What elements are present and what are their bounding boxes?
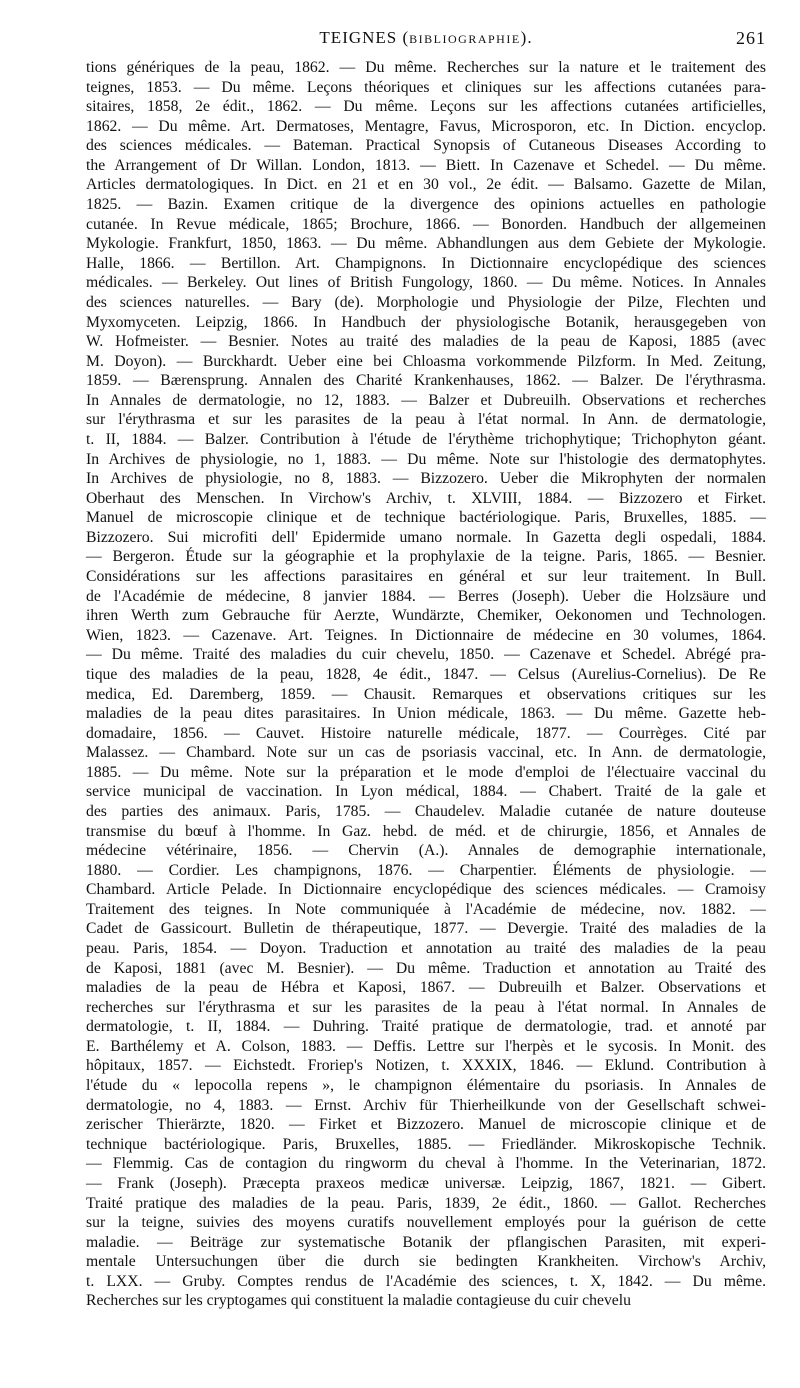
text-line: sitaires, 1858, 2e édit., 1862. — Du même. Leçons sur les affections cutanées artificielles,	[86, 98, 766, 116]
text-line: hôpitaux, 1857. — Eichstedt. Froriep's Notizen, t. XXXIX, 1846. — Eklund. Contribution à	[86, 1057, 766, 1075]
text-line: l'étude du « lepocolla repens », le champignon élémentaire du psoriasis. In Annales de	[86, 1077, 766, 1095]
text-line: Articles dermatologiques. In Dict. en 21 et en 30 vol., 2e édit. — Balsamo. Gazette de Milan,	[86, 176, 766, 194]
text-line: Recherches sur les cryptogames qui constituent la maladie contagieuse du cuir chevelu	[86, 1292, 631, 1310]
text-line: des sciences naturelles. — Bary (de). Morphologie und Physiologie der Pilze, Flechten und	[86, 293, 766, 311]
text-line: médecine vétérinaire, 1856. — Chervin (A.). Annales de demographie internationale,	[86, 842, 766, 860]
text-line: Manuel de microscopie clinique et de technique bactériologique. Paris, Bruxelles, 1885. —	[86, 509, 766, 527]
text-line: de l'Académie de médecine, 8 janvier 1884. — Berres (Joseph). Ueber die Holzsäure und	[86, 587, 766, 605]
text-line: Myxomyceten. Leipzig, 1866. In Handbuch der physiologische Botanik, herausgegeben von	[86, 313, 766, 331]
title-end: ).	[520, 28, 533, 47]
text-line: 1859. — Bærensprung. Annalen des Charité Krankenhauses, 1862. — Balzer. De l'érythrasma.	[86, 372, 766, 390]
text-line: In Annales de dermatologie, no 12, 1883. — Balzer et Dubreuilh. Observations et recherches	[86, 391, 766, 409]
title-small-caps: BIBLIOGRAPHIE	[409, 32, 521, 46]
text-line: Oberhaut des Menschen. In Virchow's Archiv, t. XLVIII, 1884. — Bizzozero et Firket.	[86, 489, 766, 507]
text-line: In Archives de physiologie, no 8, 1883. — Bizzozero. Ueber die Mikrophyten der normalen	[86, 470, 766, 488]
text-line: transmise du bœuf à l'homme. In Gaz. hebd. de méd. et de chirurgie, 1856, et Annales de	[86, 822, 766, 840]
text-line: mentale Untersuchungen über die durch sie bedingten Krankheiten. Virchow's Archiv,	[86, 1253, 766, 1271]
text-line: Bizzozero. Sui microfiti dell' Epidermide umano normale. In Gazetta degli ospedali, 1884.	[86, 528, 766, 546]
text-line: service municipal de vaccination. In Lyon médical, 1884. — Chabert. Traité de la gale et	[86, 783, 766, 801]
text-line: technique bactériologique. Paris, Bruxelles, 1885. — Friedländer. Mikroskopische Technik.	[86, 1135, 766, 1153]
text-line: des parties des animaux. Paris, 1785. — Chaudelev. Maladie cutanée de nature douteuse	[86, 802, 766, 820]
text-line: — Flemmig. Cas de contagion du ringworm du cheval à l'homme. In the Veterinarian, 1872.	[86, 1155, 766, 1173]
text-line: maladies de la peau dites parasitaires. In Union médicale, 1863. — Du même. Gazette heb-	[86, 705, 766, 723]
text-line: zerischer Thierärzte, 1820. — Firket et Bizzozero. Manuel de microscopie clinique et de	[86, 1116, 766, 1134]
text-line: Halle, 1866. — Bertillon. Art. Champignons. In Dictionnaire encyclopédique des sciences	[86, 254, 766, 272]
text-line: maladie. — Beiträge zur systematische Botanik der pflangischen Parasiten, mit experi-	[86, 1233, 766, 1251]
text-line: des sciences médicales. — Bateman. Practical Synopsis of Cutaneous Diseases According to	[86, 137, 766, 155]
text-line: ihren Werth zum Gebrauche für Aerzte, Wundärzte, Chemiker, Oekonomen und Technologen.	[86, 607, 766, 625]
text-line: Mykologie. Frankfurt, 1850, 1863. — Du même. Abhandlungen aus dem Gebiete der Mykologie.	[86, 235, 766, 253]
text-line: M. Doyon). — Burckhardt. Ueber eine bei Chloasma vorkommende Pilzform. In Med. Zeitung,	[86, 352, 766, 370]
text-line: Considérations sur les affections parasitaires en général et sur leur traitement. In Bull.	[86, 568, 766, 586]
text-line: E. Barthélemy et A. Colson, 1883. — Deffis. Lettre sur l'herpès et le sycosis. In Monit. des	[86, 1037, 766, 1055]
text-line: tique des maladies de la peau, 1828, 4e édit., 1847. — Celsus (Aurelius-Cornelius). De Re	[86, 665, 766, 683]
text-line: the Arrangement of Dr Willan. London, 1813. — Biett. In Cazenave et Schedel. — Du même.	[86, 156, 766, 174]
text-line: peau. Paris, 1854. — Doyon. Traduction et annotation au traité des maladies de la peau	[86, 940, 766, 958]
running-head	[86, 28, 766, 54]
text-line: maladies de la peau de Hébra et Kaposi, 1867. — Dubreuilh et Balzer. Observations et	[86, 979, 766, 997]
text-line: sur l'érythrasma et sur les parasites de la peau à l'état normal. In Ann. de dermatologie,	[86, 411, 766, 429]
text-line: 1880. — Cordier. Les champignons, 1876. — Charpentier. Éléments de physiologie. —	[86, 861, 766, 879]
text-line: sur la teigne, suivies des moyens curatifs nouvellement employés pour la guérison de cette	[86, 1214, 766, 1232]
text-line: — Du même. Traité des maladies du cuir chevelu, 1850. — Cazenave et Schedel. Abrégé pra-	[86, 646, 766, 664]
text-line: Cadet de Gassicourt. Bulletin de thérapeutique, 1877. — Devergie. Traité des maladies de la	[86, 920, 766, 938]
text-line: de Kaposi, 1881 (avec M. Besnier). — Du même. Traduction et annotation au Traité des	[86, 959, 766, 977]
text-line: Malassez. — Chambard. Note sur un cas de psoriasis vaccinal, etc. In Ann. de dermatologie,	[86, 744, 766, 762]
text-line: 1885. — Du même. Note sur la préparation et le mode d'emploi de l'électuaire vaccinal du	[86, 763, 766, 781]
text-line: recherches sur l'érythrasma et sur les parasites de la peau à l'état normal. In Annales de	[86, 998, 766, 1016]
text-line: In Archives de physiologie, no 1, 1883. — Du même. Note sur l'histologie des dermatophytes.	[86, 450, 766, 468]
bibliography-text	[86, 58, 766, 1311]
text-line: cutanée. In Revue médicale, 1865; Brochure, 1866. — Bonorden. Handbuch der allgemeinen	[86, 215, 766, 233]
text-line: W. Hofmeister. — Besnier. Notes au traité des maladies de la peau de Kaposi, 1885 (avec	[86, 333, 766, 351]
text-line: t. II, 1884. — Balzer. Contribution à l'étude de l'érythème trichophytique; Trichophyton géant.	[86, 430, 766, 448]
text-line: tions génériques de la peau, 1862. — Du même. Recherches sur la nature et le traitement des	[86, 59, 766, 76]
page-title	[86, 28, 766, 48]
text-line: dermatologie, no 4, 1883. — Ernst. Archiv für Thierheilkunde von der Gesellschaft schwei-	[86, 1096, 766, 1114]
text-line: 1862. — Du même. Art. Dermatoses, Mentagre, Favus, Microsporon, etc. In Diction. encyclop.	[86, 117, 766, 135]
text-line: Traité pratique des maladies de la peau. Paris, 1839, 2e édit., 1860. — Gallot. Recherches	[86, 1194, 766, 1212]
text-line: Chambard. Article Pelade. In Dictionnaire encyclopédique des sciences médicales. — Cramoisy	[86, 881, 766, 899]
text-line: medica, Ed. Daremberg, 1859. — Chausit. Remarques et observations critiques sur les	[86, 685, 766, 703]
text-line: teignes, 1853. — Du même. Leçons théoriques et cliniques sur les affections cutanées para-	[86, 78, 766, 96]
text-line: dermatologie, t. II, 1884. — Duhring. Traité pratique de dermatologie, trad. et annoté par	[86, 1018, 766, 1036]
text-line: Traitement des teignes. In Note communiquée à l'Académie de médecine, nov. 1882. —	[86, 900, 766, 918]
text-line: Wien, 1823. — Cazenave. Art. Teignes. In Dictionnaire de médecine en 30 volumes, 1864.	[86, 626, 766, 644]
text-line: médicales. — Berkeley. Out lines of British Fungology, 1860. — Du même. Notices. In Annales	[86, 274, 766, 292]
text-line: 1825. — Bazin. Examen critique de la divergence des opinions actuelles en pathologie	[86, 196, 766, 214]
text-line: t. LXX. — Gruby. Comptes rendus de l'Académie des sciences, t. X, 1842. — Du même.	[86, 1272, 766, 1290]
text-line: — Bergeron. Étude sur la géographie et la prophylaxie de la teigne. Paris, 1865. — Besnier.	[86, 548, 766, 566]
page-number: 261	[736, 28, 766, 48]
text-line: domadaire, 1856. — Cauvet. Histoire naturelle médicale, 1877. — Courrèges. Cité par	[86, 724, 766, 742]
title-main: TEIGNES (	[319, 28, 410, 47]
text-line: — Frank (Joseph). Præcepta praxeos medicæ universæ. Leipzig, 1867, 1821. — Gibert.	[86, 1174, 766, 1192]
